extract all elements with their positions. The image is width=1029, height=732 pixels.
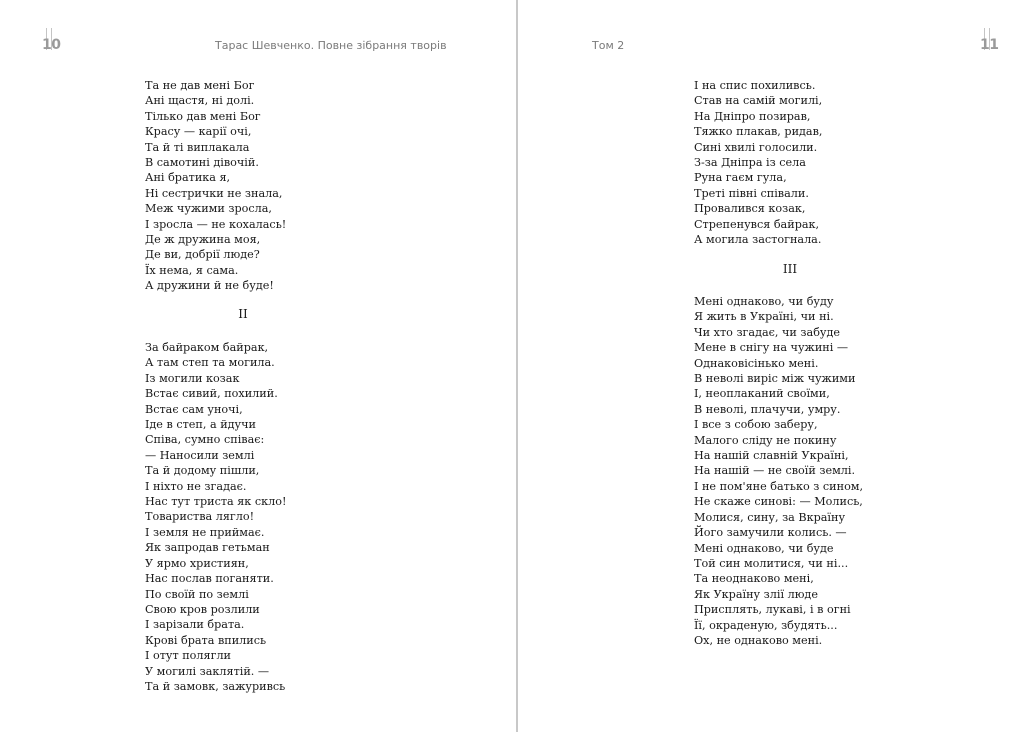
poem-line: Встає сивий, похилий.	[145, 387, 278, 401]
poem-line: І все з собою заберу,	[694, 418, 818, 432]
poem-line: Та неоднаково мені,	[694, 572, 814, 586]
poem-line: Ні сестрички не знала,	[145, 186, 283, 200]
poem-line: І зарізали брата.	[145, 618, 245, 632]
poem-stanza	[145, 340, 286, 694]
poem-line: В неволі виріс між чужими	[694, 372, 856, 386]
poem-line: Присплять, лукаві, і в огні	[694, 603, 851, 617]
poem-line: Та не дав мені Бог	[145, 79, 255, 92]
poem-line: Провалився козак,	[694, 202, 806, 216]
page-number: 10	[42, 37, 61, 53]
poem-line: Треті півні співали.	[694, 186, 809, 200]
poem-line: Красу — карії очі,	[145, 125, 252, 139]
poem-line: Його замучили колись. —	[694, 526, 847, 540]
section-number: III	[782, 262, 798, 276]
poem-stanza	[694, 78, 822, 247]
poem-line: За байраком байрак,	[145, 341, 269, 354]
poem-line: Сині хвилі голосили.	[694, 140, 818, 154]
poem-line: На нашій славній Україні,	[694, 449, 849, 463]
running-head-volume: Том 2	[592, 39, 625, 52]
poem-line: Її, окраденую, збудять...	[694, 618, 838, 632]
poem-line: І отут полягли	[145, 649, 232, 663]
poem-line: Іде в степ, а йдучи	[145, 418, 256, 432]
poem-line: Мені однаково, чи буду	[694, 295, 834, 308]
poem-line: І ніхто не згадає.	[145, 479, 247, 493]
poem-line: Ані братика я,	[145, 171, 231, 185]
poem-line: У ярмо християн,	[145, 556, 249, 570]
poem-line: Ох, не однаково мені.	[694, 633, 823, 647]
poem-line: Нас послав поганяти.	[145, 572, 274, 586]
poem-stanza	[145, 78, 286, 294]
poem-line: В неволі, плачучи, умру.	[694, 402, 841, 416]
poem-line: Ані щастя, ні долі.	[145, 94, 255, 108]
poem-line: Меж чужими зросла,	[145, 202, 272, 216]
poem-line: А там степ та могила.	[145, 356, 275, 370]
poem-line: В самотині дівочій.	[145, 156, 259, 170]
right-page	[518, 0, 1029, 732]
poem-line: Та й додому пішли,	[145, 464, 260, 478]
poem-line: З-за Дніпра із села	[694, 156, 806, 170]
poem-line: — Наносили землі	[145, 448, 255, 462]
poem-line: На Дніпро позирав,	[694, 109, 811, 123]
poem-line: Стрепенувся байрак,	[694, 217, 820, 231]
poem-line: Із могили козак	[145, 371, 240, 385]
poem-line: І не пом'яне батько з сином,	[694, 479, 864, 493]
poem-line: Співа, сумно співає:	[145, 433, 265, 447]
poem-line: Мене в снігу на чужині —	[694, 341, 849, 355]
running-head-author-title: Тарас Шевченко. Повне зібрання творів	[215, 39, 447, 52]
poem-line: По своїй по землі	[145, 587, 249, 601]
poem-line: Та й замовк, зажуривсь	[145, 679, 286, 693]
poem-line: І на спис похиливсь.	[694, 79, 816, 92]
poem-line: А дружини й не буде!	[145, 279, 274, 293]
poem-line: І зросла — не кохалась!	[145, 217, 287, 231]
poem-line: І, неоплаканий своїми,	[694, 387, 830, 401]
poem-line: Малого сліду не покину	[694, 433, 837, 447]
poem-line: На нашій — не своїй землі.	[694, 464, 856, 478]
poem-line: І земля не приймає.	[145, 525, 265, 539]
poem-line: Тяжко плакав, ридав,	[694, 125, 823, 139]
poem-line: Став на самій могилі,	[694, 94, 823, 108]
poem-line: Я жить в Україні, чи ні.	[694, 310, 834, 324]
section-number: II	[238, 307, 248, 321]
poem-line: Товариства лягло!	[145, 510, 255, 524]
poem-line: Тілько дав мені Бог	[145, 109, 261, 123]
poem-line: Як запродав гетьман	[145, 541, 270, 555]
poem-line: Свою кров розлили	[145, 602, 260, 616]
poem-line: Як Україну злії люде	[694, 587, 818, 601]
poem-line: Їх нема, я сама.	[145, 263, 239, 277]
poem-line: Не скаже синові: — Молись,	[694, 495, 863, 509]
poem-line: Нас тут триста як скло!	[145, 495, 287, 509]
poem-line: Однаковісінько мені.	[694, 356, 819, 370]
poem-line: Встає сам уночі,	[145, 402, 243, 416]
page-number: 11	[980, 37, 999, 53]
poem-line: А могила застогнала.	[694, 233, 822, 247]
poem-line: Мені однаково, чи буде	[694, 541, 834, 555]
poem-line: Крові брата впились	[145, 633, 267, 647]
poem-line: Чи хто згадає, чи забуде	[694, 325, 841, 339]
poem-line: Той син молитися, чи ні...	[694, 556, 849, 570]
poem-line: Та й ті виплакала	[145, 140, 250, 154]
poem-line: Руна гаєм гула,	[694, 171, 787, 185]
poem-line: У могилі заклятій. —	[145, 664, 270, 678]
poem-line: Де ж дружина моя,	[145, 233, 261, 247]
poem-line: Молися, сину, за Вкраїну	[694, 510, 846, 524]
poem-stanza	[694, 294, 863, 648]
poem-line: Де ви, добрії люде?	[145, 248, 260, 262]
